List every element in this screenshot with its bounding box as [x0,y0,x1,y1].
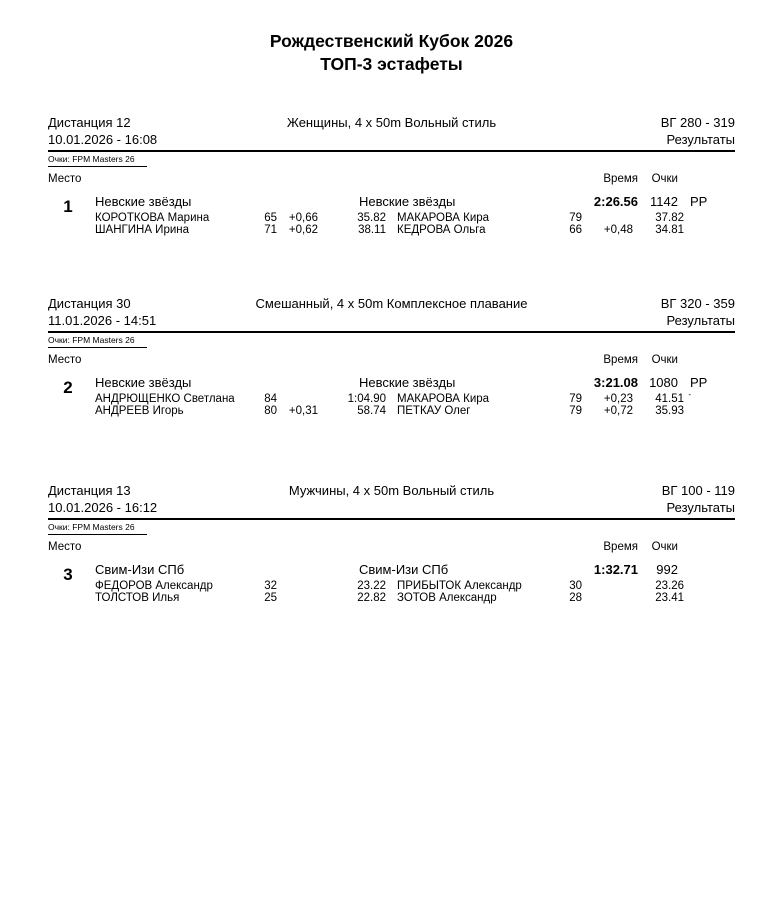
event-title: Смешанный, 4 x 50m Комплексное плавание [255,296,528,311]
age-group-label: ВГ 280 - 319 [660,115,735,130]
col-header-points: Очки [651,354,678,366]
event-section-3 [48,478,735,610]
swimmer-name: АНДРЮЩЕНКО Светлана [95,393,235,405]
distance-label: Дистанция 13 [48,483,131,498]
results-label: Результаты [666,132,735,147]
team-name: Свим-Изи СПб [95,562,185,577]
section-divider [48,150,735,152]
split-time: 35.93 [655,405,684,417]
swimmer-name: ПРИБЫТОК Александр [397,580,522,592]
swimmer-age: 30 [569,580,582,592]
swimmer-name: ПЕТКАУ Олег [397,405,471,417]
split-time: 37.82 [655,212,684,224]
event-header-line2 [48,313,735,329]
swimmer-age: 28 [569,592,582,604]
col-header-place: Место [48,173,82,185]
event-datetime: 10.01.2026 - 16:12 [48,500,158,515]
team-result-row [48,562,735,578]
swimmer-age: 25 [264,592,277,604]
total-time: 2:26.56 [593,194,638,209]
event-section-2 [48,291,735,423]
reaction-time: +0,66 [288,212,318,224]
event-header-line2 [48,132,735,148]
total-time: 3:21.08 [593,375,638,390]
swimmer-name: ФЕДОРОВ Александр [95,580,213,592]
table-header [48,354,735,368]
reaction-time: +0,23 [603,393,633,405]
event-header-line1 [48,296,735,312]
split-time: 38.11 [358,224,386,236]
swimmer-name: КОРОТКОВА Марина [95,212,210,224]
place-number: 1 [63,197,73,216]
age-group-label: ВГ 320 - 359 [660,296,735,311]
swimmer-name: АНДРЕЕВ Игорь [95,405,184,417]
swimmer-row [48,592,735,605]
swimmer-name: МАКАРОВА Кира [397,393,490,405]
reaction-time: +0,62 [288,224,318,236]
record-flag: РР [690,375,708,390]
section-divider [48,331,735,333]
team-result-row [48,375,735,391]
col-header-time: Время [603,354,638,366]
swimmer-age: 71 [264,224,277,236]
points-system-note: Очки: FPM Masters 26 [48,522,147,535]
reaction-time: +0,48 [603,224,633,236]
team-name-repeat: Невские звёзды [359,194,456,209]
split-note-mark: - [688,390,691,399]
split-time: 22.82 [357,592,386,604]
event-datetime: 11.01.2026 - 14:51 [48,313,157,328]
swimmer-age: 79 [569,212,582,224]
col-header-time: Время [603,173,638,185]
event-title: Женщины, 4 x 50m Вольный стиль [286,115,497,130]
swimmer-name: ШАНГИНА Ирина [95,224,190,236]
reaction-time: +0,31 [288,405,318,417]
col-header-points: Очки [651,541,678,553]
split-time: 41.51 [655,393,684,405]
split-time: 23.22 [357,580,386,592]
points-value: 992 [656,562,678,577]
split-time: 23.26 [655,580,684,592]
split-time: 34.81 [655,224,684,236]
age-group-label: ВГ 100 - 119 [661,483,735,498]
swimmer-age: 79 [569,393,582,405]
distance-label: Дистанция 12 [48,115,131,130]
event-header-line1 [48,115,735,131]
record-flag: РР [690,194,708,209]
swimmer-age: 84 [264,393,277,405]
place-number: 2 [63,378,73,397]
swimmer-row [48,405,735,418]
results-label: Результаты [666,500,735,515]
swimmer-name: ТОЛСТОВ Илья [95,592,180,604]
event-section-1 [48,110,735,242]
team-name-repeat: Свим-Изи СПб [359,562,449,577]
swimmer-age: 65 [264,212,277,224]
swimmer-age: 32 [264,580,277,592]
points-system-note: Очки: FPM Masters 26 [48,154,147,167]
distance-label: Дистанция 30 [48,296,131,311]
points-value: 1080 [649,375,678,390]
swimmer-age: 79 [569,405,582,417]
event-datetime: 10.01.2026 - 16:08 [48,132,158,147]
reaction-time: +0,72 [603,405,633,417]
swimmer-name: ЗОТОВ Александр [397,592,497,604]
points-value: 1142 [650,194,678,209]
swimmer-name: МАКАРОВА Кира [397,212,490,224]
col-header-points: Очки [651,173,678,185]
col-header-place: Место [48,541,82,553]
team-name-repeat: Невские звёзды [359,375,456,390]
swimmer-age: 66 [569,224,582,236]
points-system-note: Очки: FPM Masters 26 [48,335,147,348]
place-number: 3 [63,565,73,584]
event-header-line2 [48,500,735,516]
swimmer-age: 80 [264,405,277,417]
team-name: Невские звёзды [95,194,192,209]
col-header-time: Время [603,541,638,553]
title-line1: Рождественский Кубок 2026 [269,31,514,51]
results-label: Результаты [666,313,735,328]
page-title [48,30,735,76]
split-time: 58.74 [357,405,386,417]
event-title: Мужчины, 4 x 50m Вольный стиль [288,483,495,498]
split-time: 23.41 [655,592,684,604]
title-line2: ТОП-3 эстафеты [320,54,463,74]
section-divider [48,518,735,520]
split-time: 35.82 [357,212,386,224]
total-time: 1:32.71 [593,562,638,577]
split-time: 1:04.90 [347,393,386,405]
col-header-place: Место [48,354,82,366]
team-name: Невские звёзды [95,375,192,390]
table-header [48,541,735,555]
team-result-row [48,194,735,210]
swimmer-row [48,224,735,237]
table-header [48,173,735,187]
swimmer-name: КЕДРОВА Ольга [397,224,486,236]
event-header-line1 [48,483,735,499]
